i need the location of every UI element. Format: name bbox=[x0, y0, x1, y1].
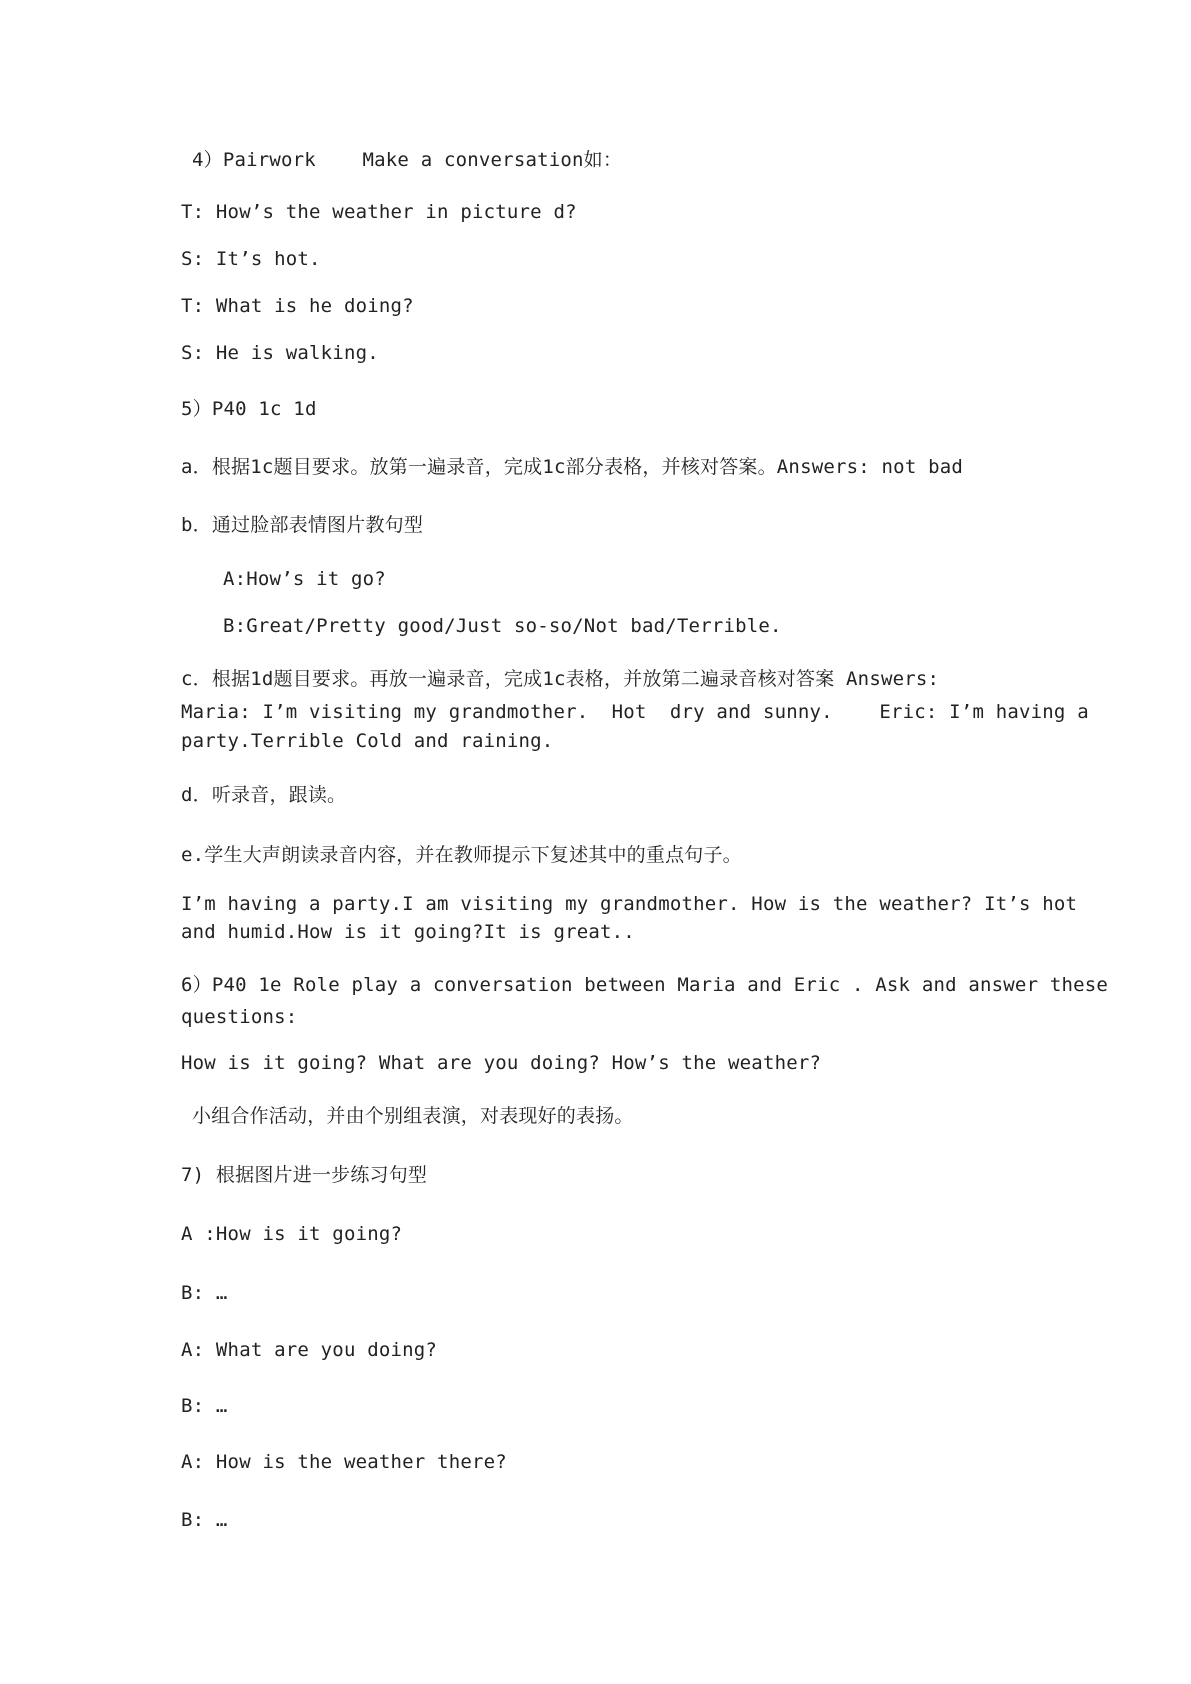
step-6-heading-cont: questions: bbox=[181, 1006, 298, 1028]
step-6-questions: How is it going? What are you doing? How’s the weather? bbox=[181, 1052, 822, 1074]
group-activity-text: 小组合作活动，并由个别组表演，对表现好的表扬。 bbox=[192, 1105, 634, 1127]
dialogue-line: S: He is walking. bbox=[181, 342, 379, 364]
dialogue-line: T: How’s the weather in picture d? bbox=[181, 201, 577, 223]
step-5c-text: c．根据1d题目要求。再放一遍录音，完成1c表格，并放第二遍录音核对答案 Answers: bbox=[181, 668, 940, 690]
example-question: A:How’s it go? bbox=[223, 568, 386, 590]
key-sentences-line-2: and humid.How is it going?It is great.. bbox=[181, 921, 635, 943]
step-5e-text: e.学生大声朗读录音内容，并在教师提示下复述其中的重点句子。 bbox=[181, 844, 742, 866]
practice-line: A :How is it going? bbox=[181, 1223, 403, 1245]
step-5c-answers-line-1: Maria: I’m visiting my grandmother. Hot dry and sunny. Eric: I’m having a bbox=[181, 701, 1089, 723]
step-5-heading: 5）P40 1c 1d bbox=[181, 398, 317, 420]
step-5b-text: b．通过脸部表情图片教句型 bbox=[181, 514, 424, 536]
dialogue-line: S: It’s hot. bbox=[181, 248, 321, 270]
step-4-heading: 4）Pairwork Make a conversation如： bbox=[192, 149, 623, 171]
practice-line: B: … bbox=[181, 1395, 228, 1417]
practice-line: B: … bbox=[181, 1509, 228, 1531]
step-5d-text: d．听录音，跟读。 bbox=[181, 784, 347, 806]
practice-line: A: What are you doing? bbox=[181, 1339, 438, 1361]
step-6-heading: 6）P40 1e Role play a conversation between Maria and Eric . Ask and answer these bbox=[181, 974, 1109, 996]
dialogue-line: T: What is he doing? bbox=[181, 295, 414, 317]
step-5a-text: a．根据1c题目要求。放第一遍录音，完成1c部分表格，并核对答案。Answers: not bad bbox=[181, 456, 964, 478]
practice-line: A: How is the weather there? bbox=[181, 1451, 507, 1473]
example-answers: B:Great/Pretty good/Just so-so/Not bad/Terrible. bbox=[223, 615, 782, 637]
key-sentences-line-1: I’m having a party.I am visiting my grandmother. How is the weather? It’s hot bbox=[181, 893, 1078, 915]
step-7-heading: 7) 根据图片进一步练习句型 bbox=[181, 1164, 428, 1186]
practice-line: B: … bbox=[181, 1282, 228, 1304]
step-5c-answers-line-2: party.Terrible Cold and raining. bbox=[181, 730, 554, 752]
